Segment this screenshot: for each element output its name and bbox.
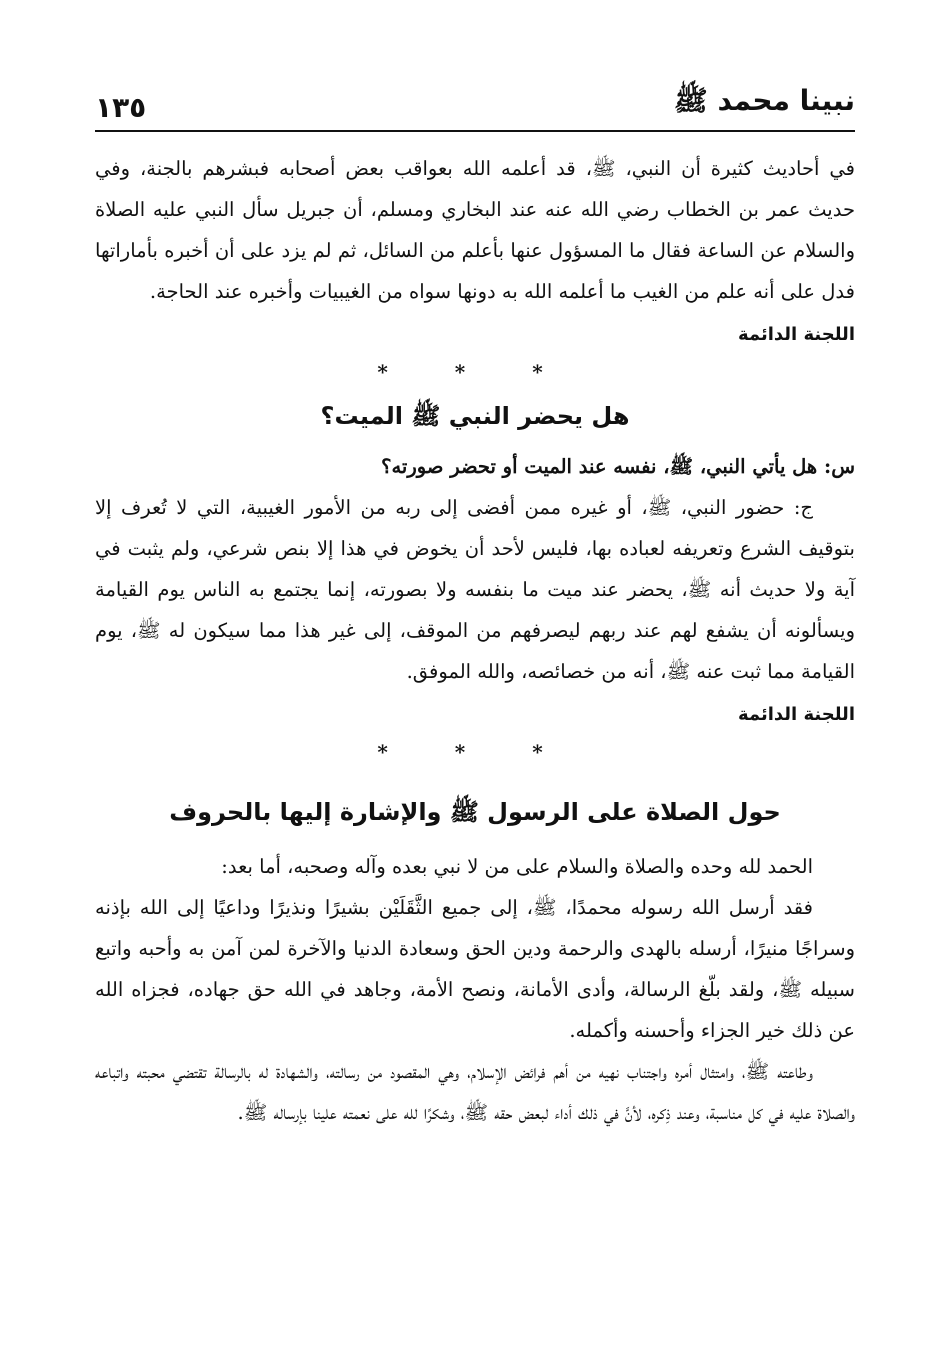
section2-title: هل يحضر النبي ﷺ الميت؟ bbox=[320, 402, 630, 430]
separator-stars: * * * bbox=[377, 740, 573, 764]
section2-signature: اللجنة الدائمة bbox=[737, 704, 855, 725]
section1-body: في أحاديث كثيرة أن النبي، ﷺ، قد أعلمه الله بعواقب بعض أصحابه فبشرهم بالجنة، وفي حديث عمر بن الخطاب رضي الله عنه عند البخاري ومسلم، أن جبريل سأل النبي عليه الصلاة والسلام عن الساعة فقال ما المسؤول عنها بأعلم من السائل، ثم لم يزد على أن أخبره بأماراتها فدل على أنه علم من الغيب ما أعلمه الله به دونها سواه من الغيبيات وأخبره عند الحاجة. bbox=[95, 157, 855, 303]
section2-question: س: هل يأتي النبي، ﷺ، نفسه عند الميت أو تحضر صورته؟ bbox=[381, 455, 855, 478]
section3-paragraph: وطاعته ﷺ، وامتثال أمره واجتناب نهيه من أهم فرائض الإسلام، وهي المقصود من رسالته، والشهادة له بالرسالة تقتضي محبته واتباعه والصلاة عليه في كل مناسبة، وعند ذِكره، لأنَّ في ذلك أداء لبعض حقه ﷺ، وشكرًا لله على نعمته علينا بإرساله ﷺ. bbox=[95, 1060, 855, 1124]
separator-stars: * * * bbox=[377, 360, 573, 384]
section3-paragraph: فقد أرسل الله رسوله محمدًا، ﷺ، إلى جميع الثَّقَلَيْن بشيرًا ونذيرًا وداعيًا إلى الله بإذنه وسراجًا منيرًا، أرسله بالهدى والرحمة ودين الحق وسعادة الدنيا والآخرة لمن آمن به وأحبه واتبع سبيله ﷺ، ولقد بلّغ الرسالة، وأدى الأمانة، ونصح الأمة، وجاهد في الله حق جهاده، فجزاه الله عن ذلك خير الجزاء وأحسنه وأكمله. bbox=[95, 896, 855, 1042]
section2-answer: ج: حضور النبي، ﷺ، أو غيره ممن أفضى إلى ربه من الأمور الغيبية، التي لا تُعرف إلا بتوقيف الشرع وتعريفه لعباده بها، فليس لأحد أن يخوض في هذا إلا بنص شرعي، ولم يثبت في آية ولا حديث أنه ﷺ، يحضر عند ميت ما بنفسه ولا بصورته، إنما يجتمع به الناس يوم القيامة ويسألونه أن يشفع لهم عند ربهم ليصرفهم من الموقف، إلى غير هذا مما سيكون له ﷺ، يوم القيامة مما ثبت عنه ﷺ، أنه من خصائصه، والله الموفق. bbox=[95, 496, 855, 683]
section1-signature: اللجنة الدائمة bbox=[737, 324, 855, 345]
running-header bbox=[95, 84, 855, 132]
section3-title: حول الصلاة على الرسول ﷺ والإشارة إليها بالحروف bbox=[169, 798, 781, 826]
book-title: نبينا محمد ﷺ bbox=[673, 84, 855, 117]
page-number: ١٣٥ bbox=[95, 91, 147, 124]
page-content bbox=[95, 148, 855, 1133]
section3-paragraph: الحمد لله وحده والصلاة والسلام على من لا نبي بعده وآله وصحبه، أما بعد: bbox=[221, 855, 813, 878]
